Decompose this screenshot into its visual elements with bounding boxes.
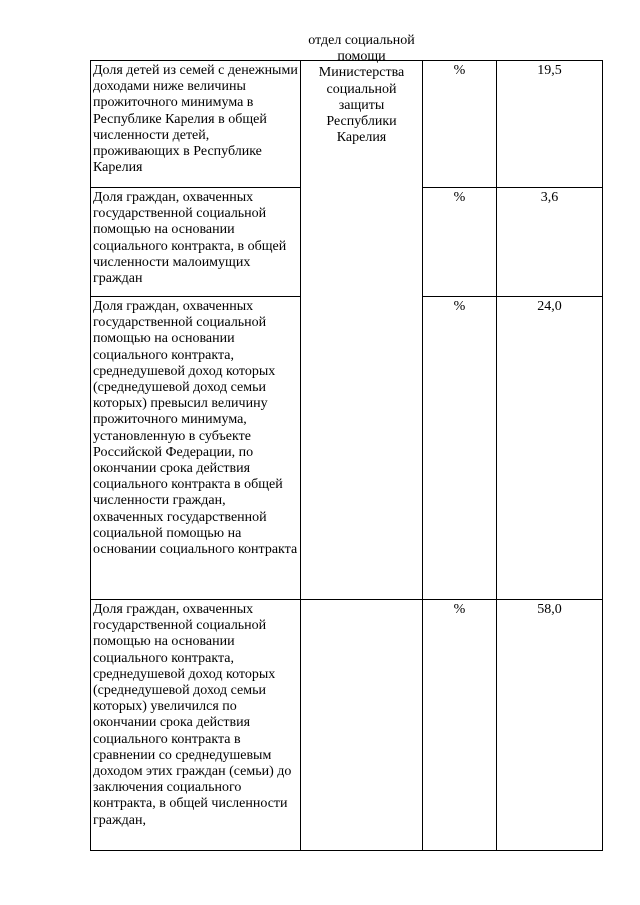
unit-cell: %: [423, 188, 497, 297]
indicator-name: Доля граждан, охваченных государственной социальной помощью на основании социального контракта, среднедушевой доход которых (среднедушевой доход семьи которых) превысил величину прожиточного минимума, установленную в субъекте Российской Федерации, по окончании срока действия социального контракта в общей численности граждан, охваченных государственной социальной помощью на основании социального контракта: [93, 299, 298, 558]
indicator-name-cell: [91, 600, 301, 851]
indicator-name-cell: [91, 61, 301, 188]
table-row: [91, 600, 603, 851]
unit-cell: %: [423, 600, 497, 851]
value-cell: 3,6: [497, 188, 603, 297]
unit-cell: %: [423, 61, 497, 188]
unit-cell: %: [423, 297, 497, 600]
department-cell: [301, 33, 423, 600]
indicator-name-cell: [91, 297, 301, 600]
department-name: отдел социальной помощи Министерства социальной защиты Республики Карелия: [308, 33, 415, 146]
value-cell: 24,0: [497, 297, 603, 600]
value-cell: 58,0: [497, 600, 603, 851]
indicator-name: Доля граждан, охваченных государственной социальной помощью на основании социального контракта, в общей численности малоимущих граждан: [93, 190, 287, 287]
indicator-name-cell: [91, 188, 301, 297]
value-cell: 19,5: [497, 61, 603, 188]
table-row: [91, 61, 603, 188]
indicator-name: Доля граждан, охваченных государственной социальной помощью на основании социального контракта, среднедушевой доход которых (среднедушевой доход семьи которых) увеличился по окончании срока действия социального контракта в сравнении со среднедушевым доходом этих граждан (семьи) до заключения социального контракта, в общей численности граждан,: [93, 602, 292, 828]
indicator-name: Доля детей из семей с денежными доходами ниже величины прожиточного минимума в Республике Карелия в общей численности детей, проживающих в Республике Карелия: [93, 63, 298, 176]
indicators-table: [90, 33, 603, 851]
department-cell-empty: [301, 600, 423, 851]
